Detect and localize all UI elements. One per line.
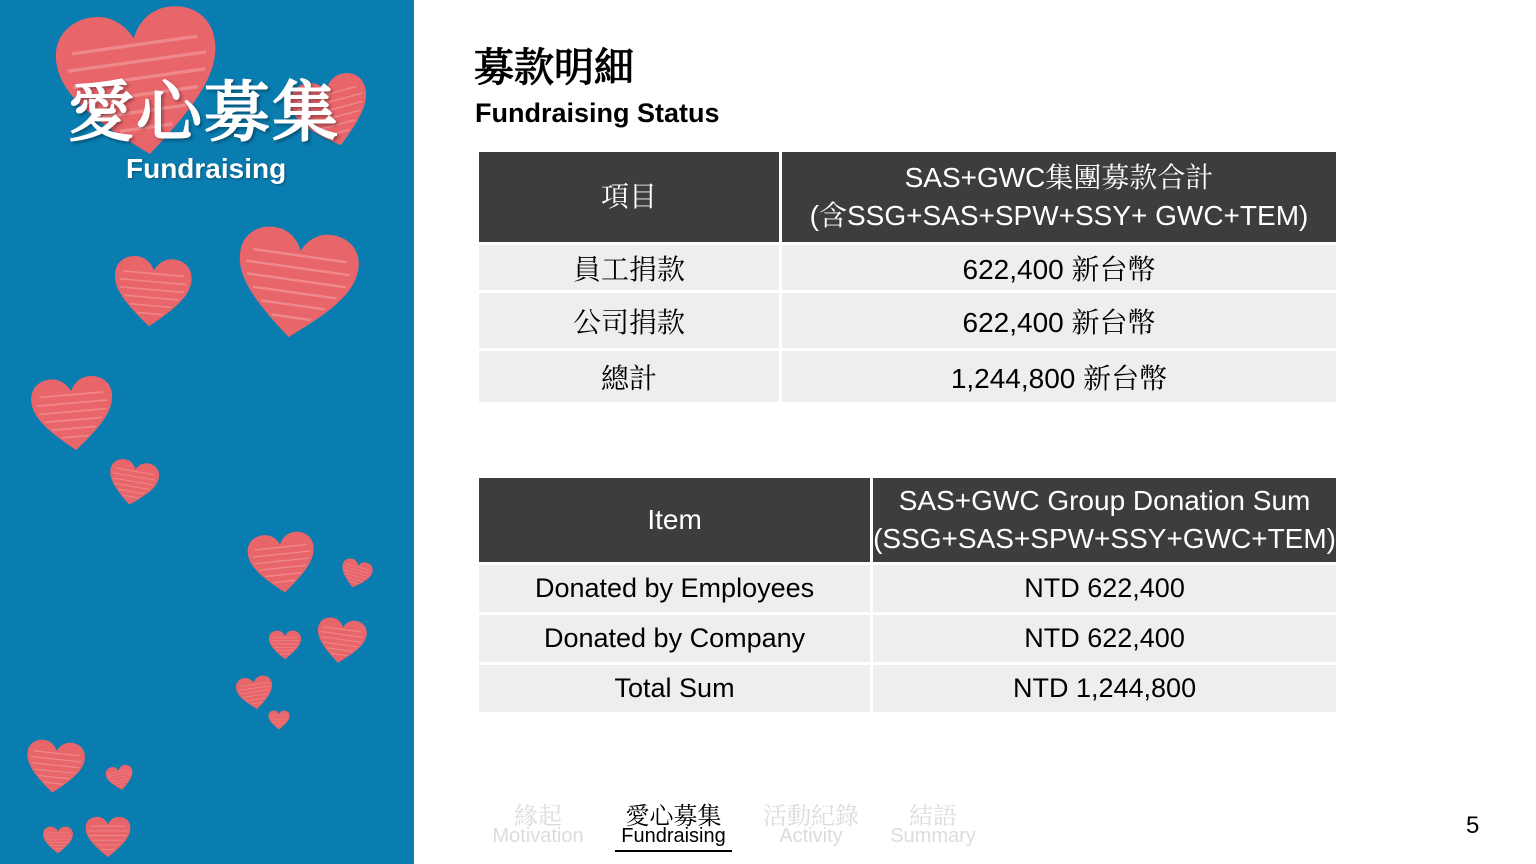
table-cell: NTD 622,400 bbox=[873, 615, 1336, 662]
table-header-cell bbox=[782, 152, 1336, 242]
table-header-row bbox=[479, 152, 1336, 242]
heart-icon bbox=[82, 816, 134, 858]
page-number: 5 bbox=[1466, 812, 1480, 839]
table-cell: 總計 bbox=[479, 351, 779, 402]
table-cell: Donated by Employees bbox=[479, 565, 870, 612]
nav-item-sublabel: Activity bbox=[779, 825, 843, 847]
heart-icon bbox=[104, 762, 136, 794]
nav-item-motivation[interactable] bbox=[486, 802, 590, 850]
fundraising-table-english bbox=[476, 475, 1339, 715]
table-header-row bbox=[479, 478, 1336, 562]
nav-item-sublabel: Summary bbox=[890, 825, 976, 847]
table-header-cell: 項目 bbox=[479, 152, 779, 242]
table-row bbox=[479, 565, 1336, 612]
table-row bbox=[479, 245, 1336, 290]
sidebar-title: 愛心募集 bbox=[68, 74, 340, 151]
page-title: 募款明細 bbox=[474, 45, 634, 91]
table-cell: NTD 1,244,800 bbox=[873, 665, 1336, 712]
table-cell: 622,400 新台幣 bbox=[782, 293, 1336, 348]
sidebar bbox=[0, 0, 414, 864]
table-cell: 1,244,800 新台幣 bbox=[782, 351, 1336, 402]
table-header-line: (含SSG+SAS+SPW+SSY+ GWC+TEM) bbox=[809, 200, 1309, 231]
sidebar-subtitle: Fundraising bbox=[126, 153, 287, 184]
heart-icon bbox=[218, 219, 374, 350]
nav-item-label: 緣起 bbox=[514, 802, 562, 830]
nav-item-activity[interactable] bbox=[752, 802, 870, 850]
table-header-line: (SSG+SAS+SPW+SSY+GWC+TEM) bbox=[873, 523, 1336, 554]
fundraising-table-chinese bbox=[476, 149, 1339, 405]
table-cell: Total Sum bbox=[479, 665, 870, 712]
table-row bbox=[479, 615, 1336, 662]
heart-icon bbox=[17, 736, 92, 797]
heart-icon bbox=[268, 630, 302, 660]
page-subtitle: Fundraising Status bbox=[475, 98, 720, 128]
nav-item-label: 愛心募集 bbox=[625, 802, 722, 830]
heart-icon bbox=[268, 710, 290, 730]
table-cell: 員工捐款 bbox=[479, 245, 779, 290]
heart-icon bbox=[233, 673, 277, 712]
table-header-cell bbox=[873, 478, 1336, 562]
table-header-line: SAS+GWC Group Donation Sum bbox=[898, 485, 1311, 516]
nav-item-label: 活動紀錄 bbox=[763, 802, 859, 830]
table-cell: NTD 622,400 bbox=[873, 565, 1336, 612]
table-header-cell: Item bbox=[479, 478, 870, 562]
table-header-line: SAS+GWC集團募款合計 bbox=[904, 162, 1214, 193]
heart-icon bbox=[336, 554, 375, 593]
nav-item-label: 結語 bbox=[909, 802, 957, 830]
heart-icon bbox=[105, 252, 199, 331]
table-row bbox=[479, 293, 1336, 348]
heart-icon bbox=[102, 456, 163, 511]
table-cell: 622,400 新台幣 bbox=[782, 245, 1336, 290]
nav-item-summary[interactable] bbox=[886, 802, 980, 850]
table-row bbox=[479, 665, 1336, 712]
nav-item-sublabel: Fundraising bbox=[621, 825, 726, 847]
table-row bbox=[479, 351, 1336, 402]
nav-item-fundraising[interactable] bbox=[615, 802, 732, 852]
heart-icon bbox=[309, 614, 373, 668]
heart-icon bbox=[42, 826, 74, 854]
heart-icon bbox=[21, 372, 125, 456]
table-cell: Donated by Company bbox=[479, 615, 870, 662]
nav-item-sublabel: Motivation bbox=[492, 825, 584, 847]
table-cell: 公司捐款 bbox=[479, 293, 779, 348]
heart-icon bbox=[239, 528, 325, 598]
